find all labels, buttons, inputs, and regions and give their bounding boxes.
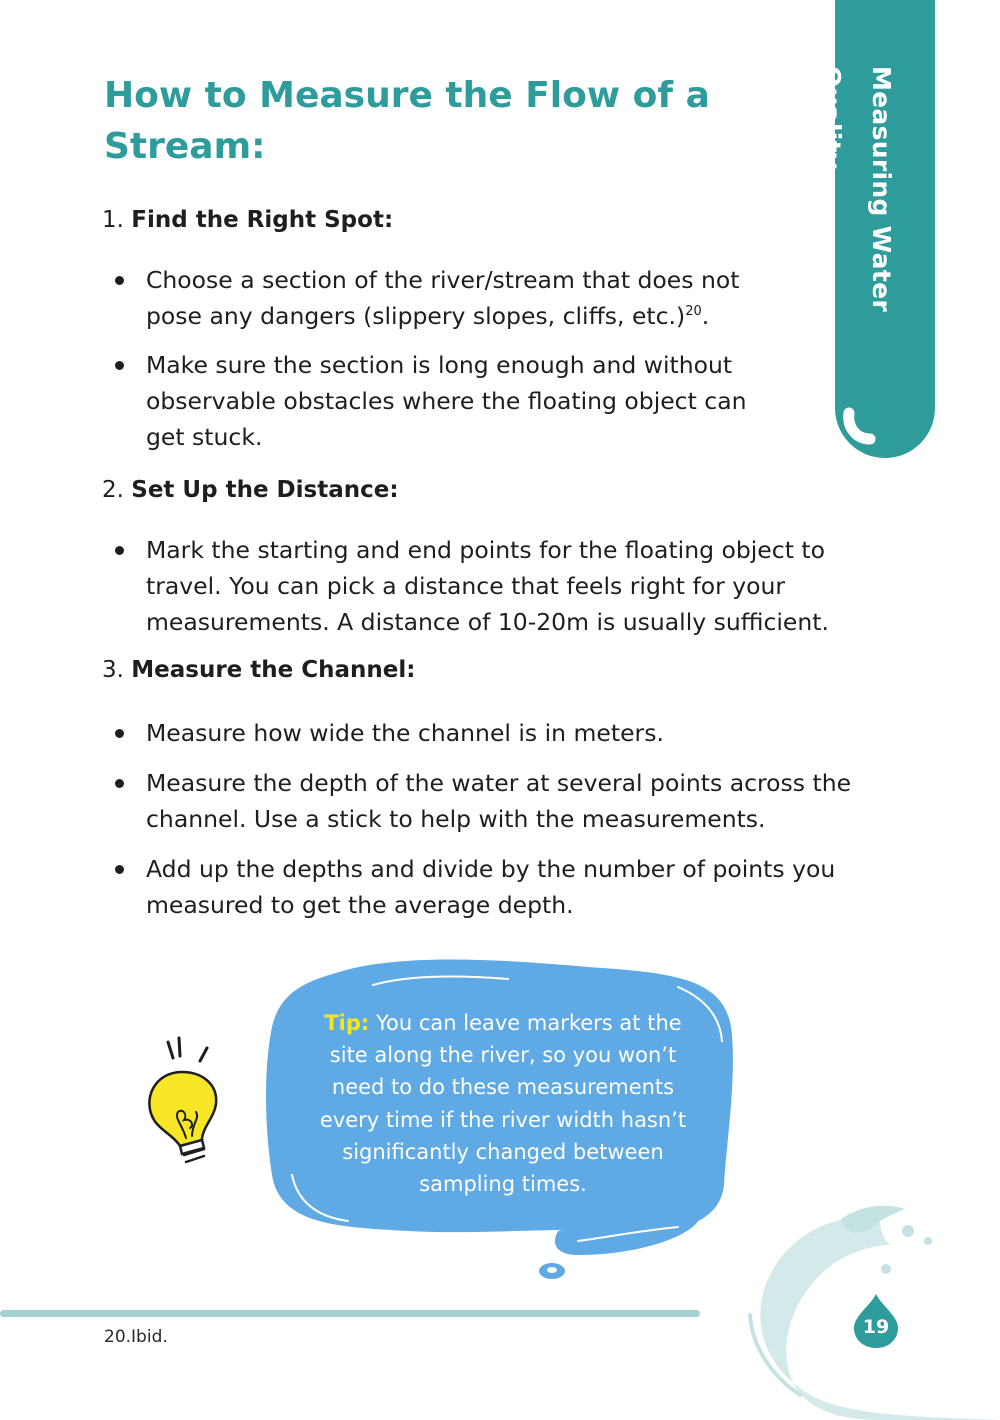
footer-rule — [0, 1310, 700, 1317]
footnote-text: Ibid. — [131, 1327, 168, 1347]
list-item-text: Add up the depths and divide by the number of points you measured to get the average depth. — [146, 855, 836, 919]
list-item-text: Make sure the section is long enough and without observable obstacles where the floating object can get stuck. — [146, 351, 747, 451]
swoosh-icon — [842, 405, 882, 447]
list-item-text: Choose a section of the river/stream that does not pose any dangers (slippery slopes, cliffs, etc.) — [146, 266, 740, 330]
bullet-dot — [115, 361, 124, 370]
step-heading — [102, 207, 393, 233]
step-number: 3. — [102, 657, 124, 683]
side-tab-label: Measuring Water Quality — [817, 66, 896, 312]
list-item — [146, 765, 896, 837]
bullet-dot — [115, 276, 124, 285]
list-item-text: Mark the starting and end points for the floating object to travel. You can pick a distance that feels right for your measurements. A distance of 10-20m is usually sufficient. — [146, 536, 829, 636]
bullet-dot — [115, 546, 124, 555]
page-title: How to Measure the Flow of a Stream: — [104, 75, 710, 167]
list-item — [146, 262, 786, 334]
step-title: Measure the Channel: — [131, 657, 416, 683]
list-item — [146, 851, 886, 923]
list-item — [146, 347, 786, 455]
step-number: 1. — [102, 207, 124, 233]
list-item — [146, 532, 874, 640]
tip-text — [303, 1007, 703, 1200]
bullet-dot — [115, 865, 124, 874]
step-heading — [102, 477, 399, 503]
bullet-dot — [115, 729, 124, 738]
step-title: Find the Right Spot: — [131, 207, 394, 233]
bullet-dot — [115, 779, 124, 788]
list-item-suffix: . — [701, 302, 710, 330]
footnote-number: 20. — [104, 1327, 132, 1347]
footnote — [104, 1327, 168, 1347]
step-number: 2. — [102, 477, 124, 503]
list-item — [146, 715, 886, 751]
tip-body: You can leave markers at the site along the river, so you won’t need to do these measurements every time if the river width hasn’t significantly changed between sampling times. — [319, 1011, 687, 1197]
list-item-text: Measure how wide the channel is in meters. — [146, 719, 664, 747]
list-item-text: Measure the depth of the water at several points across the channel. Use a stick to help with the measurements. — [146, 769, 852, 833]
lightbulb-icon — [140, 1028, 230, 1178]
step-title: Set Up the Distance: — [131, 477, 399, 503]
footnote-reference[interactable]: 20 — [685, 304, 702, 320]
step-heading — [102, 657, 415, 683]
tip-label: Tip: — [324, 1011, 370, 1035]
page-number: 19 — [862, 1316, 890, 1338]
